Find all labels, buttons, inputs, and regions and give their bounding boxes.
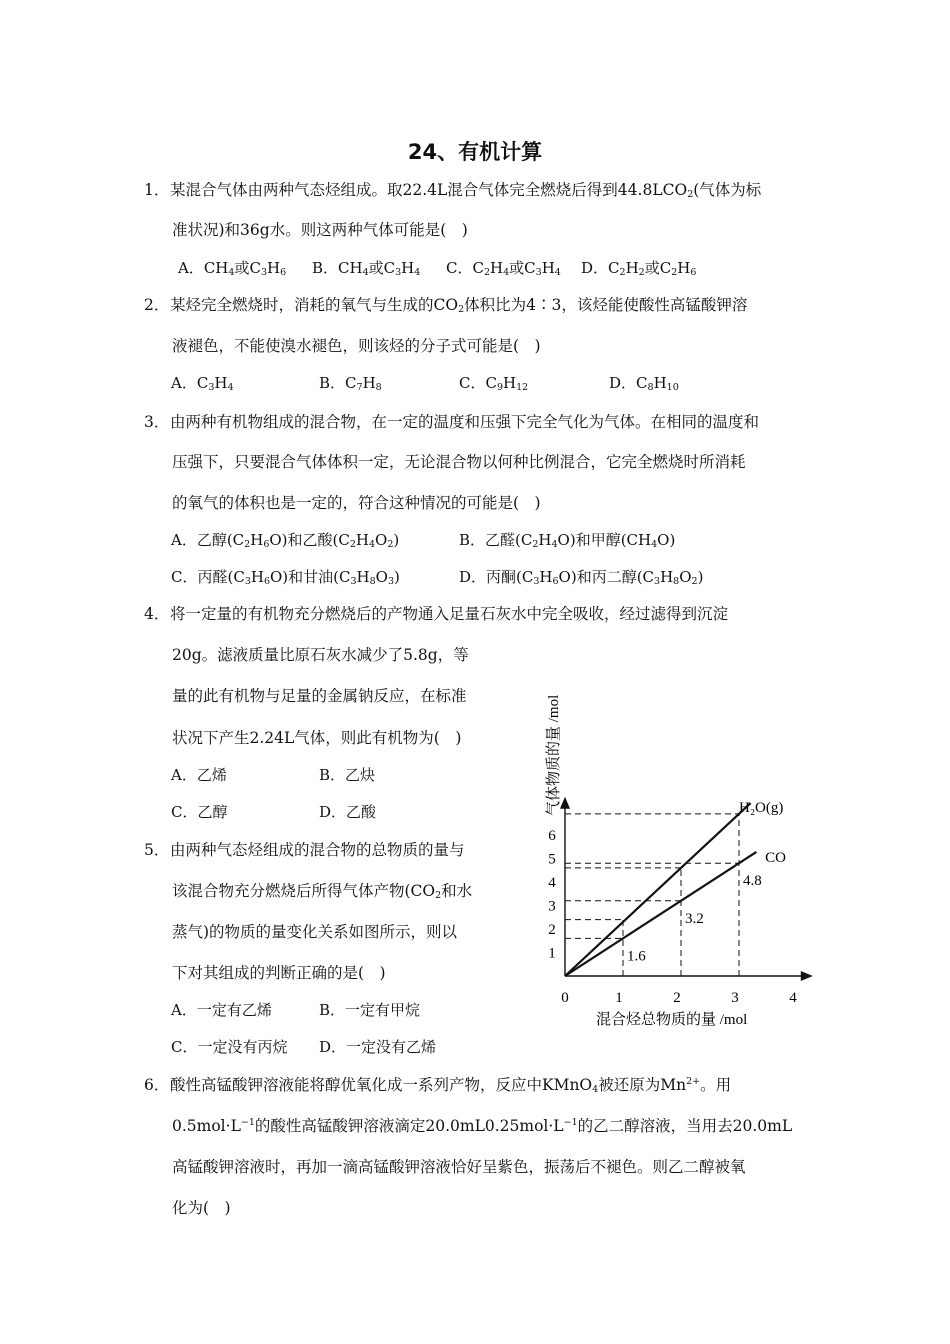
question-2-option-c: C．$C_9H_{12}$ (459, 374, 529, 393)
question-6-line-2: $0.5mol\cdot L^{-1}$的酸性高锰酸钾溶液滴定$20.0mL0.25mol\cdot L^{-1}$的乙二醇溶液，当用去20.0mL (172, 1117, 793, 1135)
question-3-number: 3． (144, 413, 170, 431)
chart-y-tick-label: 3 (548, 898, 556, 915)
chart-data-label: 3.2 (685, 910, 704, 927)
question-3-line-2: 压强下，只要混合气体体积一定，无论混合物以何种比例混合，它完全燃烧时所消耗 (172, 453, 746, 471)
question-5-option-a: A．一定有乙烯 (171, 1001, 272, 1019)
gas-quantity-chart (520, 680, 820, 1040)
question-2-line-1: 某烃完全燃烧时，消耗的氧气与生成的$CO_2$体积比为4∶3，该烃能使酸性高锰酸钾溶 (170, 296, 748, 315)
chart-y-tick-label: 2 (548, 922, 556, 938)
question-4-number: 4． (144, 605, 170, 623)
chart-data-label: 4.8 (743, 873, 762, 890)
question-4-line-3: 量的此有机物与足量的金属钠反应，在标准 (172, 687, 467, 705)
chart-y-tick-label: 6 (548, 828, 556, 844)
chart-x-tick-label: 1 (615, 990, 623, 1006)
question-5-option-c: C．一定没有丙烷 (171, 1038, 288, 1056)
question-5-number: 5． (144, 841, 170, 859)
chart-x-axis-label: 混合烃总物质的量 /mol (596, 1012, 748, 1028)
question-6-number: 6． (144, 1076, 170, 1094)
question-6-line-4: 化为( ) (172, 1199, 231, 1217)
question-1-option-a: A．$CH_4$或$C_3H_6$ (178, 259, 287, 278)
chart-series-co-line (565, 852, 756, 976)
chart-series-h2o-line (565, 803, 751, 976)
question-4-option-b: B．乙炔 (319, 766, 376, 784)
question-3-line-1: 由两种有机物组成的混合物，在一定的温度和压强下完全气化为气体。在相同的温度和 (170, 413, 760, 431)
question-4-line-2: 20g。滤液质量比原石灰水减少了5.8g，等 (172, 646, 469, 664)
question-1-number: 1． (144, 181, 170, 199)
question-5-line-4: 下对其组成的判断正确的是( ) (172, 964, 386, 982)
chart-y-tick-label: 5 (548, 851, 556, 868)
page-title: 24、有机计算 (407, 140, 543, 164)
question-3-option-d: D．丙酮$(C_3H_6O)$和丙二醇$(C_3H_8O_2)$ (459, 568, 704, 587)
question-4-line-4: 状况下产生2.24L气体，则此有机物为( ) (172, 729, 462, 747)
question-1-option-d: D．$C_2H_2$或$C_2H_6$ (581, 259, 697, 278)
question-5-line-3: 蒸气)的物质的量变化关系如图所示，则以 (172, 923, 458, 941)
question-4-option-c: C．乙醇 (171, 803, 228, 821)
question-6-line-1: 酸性高锰酸钾溶液能将醇优氧化成一系列产物，反应中KMnO$_4$被还原为$Mn^{2+}$。用 (170, 1076, 732, 1095)
question-5-line-2: 该混合物充分燃烧后所得气体产物($CO_2$和水 (172, 882, 473, 901)
question-1-line-1: 某混合气体由两种气态烃组成。取22.4L混合气体完全燃烧后得到$44.8LCO_2$(气体为标 (170, 181, 762, 200)
question-6-line-3: 高锰酸钾溶液时，再加一滴高锰酸钾溶液恰好呈紫色，振荡后不褪色。则乙二醇被氧 (172, 1158, 746, 1176)
chart-x-tick-label: 0 (561, 990, 569, 1006)
question-5-line-1: 由两种气态烃组成的混合物的总物质的量与 (170, 841, 465, 859)
question-3-line-3: 的氧气的体积也是一定的，符合这种情况的可能是( ) (172, 494, 541, 512)
chart-x-tick-label: 2 (673, 990, 681, 1006)
question-5-option-b: B．一定有甲烷 (319, 1001, 421, 1019)
chart-y-tick-label: 4 (548, 875, 556, 891)
question-4-line-1: 将一定量的有机物充分燃烧后的产物通入足量石灰水中完全吸收，经过滤得到沉淀 (170, 605, 729, 623)
question-4-option-d: D．乙酸 (319, 803, 377, 821)
question-2-line-2: 液褪色，不能使溴水褪色，则该烃的分子式可能是( ) (172, 337, 541, 355)
question-5-option-d: D．一定没有乙烯 (319, 1038, 437, 1056)
question-4-option-a: A．乙烯 (171, 766, 227, 784)
chart-data-label: 1.6 (627, 948, 646, 965)
question-3-option-a: A．乙醇$(C_2H_6O)$和乙酸$(C_2H_4O_2)$ (171, 531, 400, 550)
question-2-option-b: B．$C_7H_8$ (319, 374, 382, 393)
question-2-option-a: A．$C_3H_4$ (171, 374, 234, 393)
question-3-option-b: B．乙醛$(C_2H_4O)$和甲醇$(CH_4O)$ (459, 531, 676, 550)
question-1-line-2: 准状况)和36g水。则这两种气体可能是( ) (172, 221, 468, 239)
question-2-option-d: D．$C_8H_{10}$ (609, 374, 679, 393)
chart-series-h2o-label: H₂O(g) (739, 799, 784, 816)
chart-y-tick-label: 1 (548, 945, 556, 962)
chart-x-tick-label: 4 (789, 990, 797, 1006)
question-2-number: 2． (144, 296, 170, 314)
chart-y-axis-label: 气体物质的量 /mol (546, 694, 562, 816)
question-1-option-c: C．$C_2H_4$或$C_3H_4$ (446, 259, 561, 278)
chart-x-tick-label: 3 (731, 990, 739, 1006)
question-3-option-c: C．丙醛$(C_3H_6O)$和甘油$(C_3H_8O_3)$ (171, 568, 400, 587)
chart-x-axis-arrow (801, 971, 813, 981)
chart-series-co-label: CO (765, 849, 786, 866)
question-1-option-b: B．$CH_4$或$C_3H_4$ (312, 259, 421, 278)
